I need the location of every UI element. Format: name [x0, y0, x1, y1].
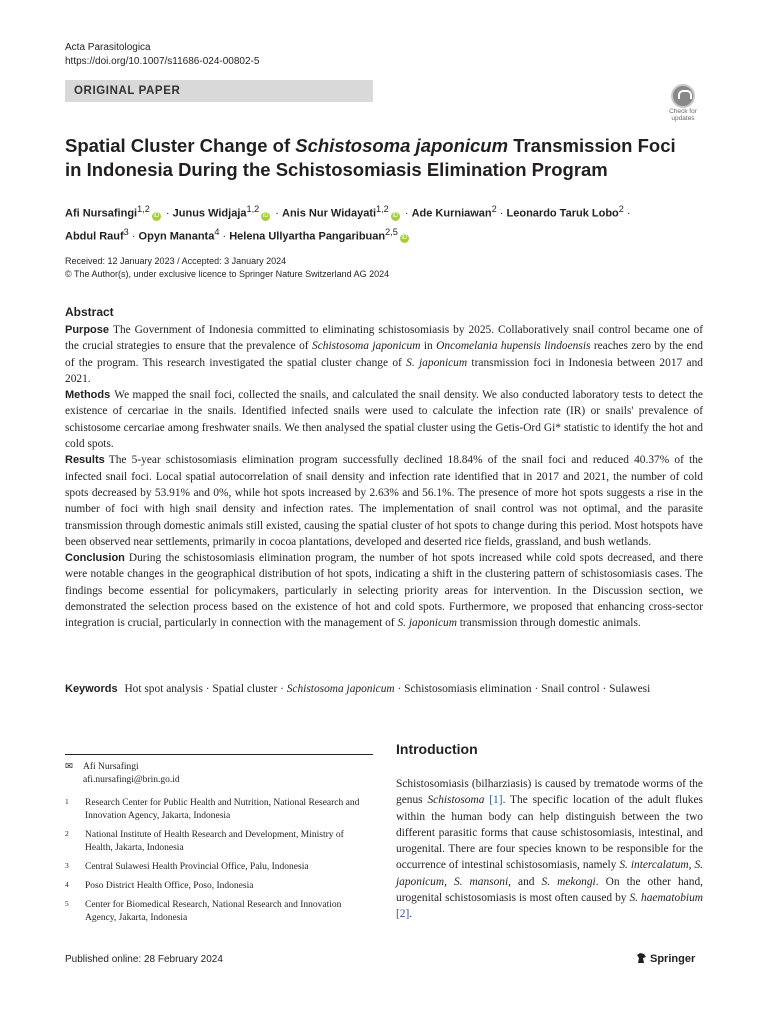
article-dates — [65, 255, 389, 281]
title-part1: Spatial Cluster Change of — [65, 135, 296, 156]
orcid-icon[interactable]: iD — [262, 212, 269, 219]
journal-name: Acta Parasitologica — [65, 42, 151, 53]
affiliations — [65, 797, 365, 931]
abstract-purpose: Purpose The Government of Indonesia committed to eliminating schistosomiasis by 2025. Collaboratively snail control became one of the crucial strategies to ensure that the prevalence of Schistosoma japonicum in Oncomelania hupensis lindoensis reaches zero by the end of the program. This research investigated the spatial cluster change of S. japonicum transmission foci in Indonesia between 2017 and 2021. — [65, 324, 703, 385]
author-affil-sup: 2,5 — [385, 226, 398, 237]
correspondence — [65, 761, 180, 787]
received-accepted: Received: 12 January 2023 / Accepted: 3 January 2024 — [65, 256, 287, 266]
published-online: Published online: 28 February 2024 — [65, 954, 223, 965]
affiliation-item: 1 Research Center for Public Health and Nutrition, National Research and Innovation Agency, Jakarta, Indonesia — [65, 797, 360, 821]
abstract-conclusion: Conclusion During the schistosomiasis elimination program, the number of hot spots increased while cold spots decreased, and there were notable changes in the geographical distribution of hot spots, indicating a shift in the clustering pattern of schistosomiasis cases. The findings become essential for policymakers, particularly in selecting priority areas for intervention. In the Discussion section, we demonstrated the selection process based on the existence of hot and cold spots. Furthermore, we proposed that enhancing cross-sector integration is crucial, particularly in connection with the management of S. japonicum transmission through domestic animals. — [65, 552, 703, 630]
journal-header — [65, 41, 259, 69]
check-updates-line1: Check for — [669, 108, 697, 115]
copyright-line: © The Author(s), under exclusive licence to Springer Nature Switzerland AG 2024 — [65, 269, 390, 279]
abstract-heading: Abstract — [65, 305, 114, 319]
author-affil-sup: 3 — [123, 226, 129, 237]
publisher-name: Springer — [650, 953, 696, 965]
author-name[interactable]: Abdul Rauf — [65, 230, 124, 243]
paper-title — [65, 134, 685, 182]
check-updates-line2: updates — [671, 115, 695, 122]
author-name[interactable]: Ade Kurniawan — [411, 207, 492, 220]
author-affil-sup: 1,2 — [376, 204, 389, 214]
abstract-body — [65, 322, 703, 632]
author-name[interactable]: Opyn Mananta — [138, 230, 215, 243]
affiliation-item: 3 Central Sulawesi Health Provincial Office, Palu, Indonesia — [65, 861, 309, 872]
corresponding-author: Afi Nursafingi — [83, 762, 139, 772]
affiliation-item: 5 Center for Biomedical Research, National Research and Innovation Agency, Jakarta, Indonesia — [65, 899, 342, 923]
title-part2: Transmission Foci in Indonesia During the Schistosomiasis Elimination Program — [65, 135, 676, 180]
author-name[interactable]: Anis Nur Widayati — [282, 207, 377, 220]
publisher-logo — [636, 952, 695, 965]
author-affil-sup: 1,2 — [246, 204, 260, 214]
check-for-updates-badge[interactable] — [663, 84, 703, 124]
introduction-body: Schistosomiasis (bilharziasis) is caused by trematode worms of the genus Schistosoma [1]. The specific location of the adult flukes within the human body can help distinguish between the two different parasitic forms that cause schistosomiasis, intestinal, and urogenital. There are four species known to be responsible for the occurrence of intestinal schistosomiasis, namely S. intercalatum, S. japonicum, S. mansoni, and S. mekongi. On the other hand, urogenital schistosomiasis is most often caused by S. haematobium [2]. — [396, 778, 704, 921]
doi-link[interactable]: https://doi.org/10.1007/s11686-024-00802-5 — [65, 56, 260, 67]
orcid-icon[interactable]: iD — [401, 235, 408, 242]
author-list: Afi Nursafingi$^{1,2}$iD · Junus Widjaja$^{1,2}$iD · Anis Nur Widayati$^{1,2}$iD · Ade Kurniawan$^2$ · Leonardo Taruk Lobo$^2$ · Abdul Rauf$^3$ · Opyn Mananta$^4$ · Helena Ullyartha Pangaribuan$^{2,5}$iD — [65, 204, 631, 243]
results-heading: Results — [65, 454, 105, 467]
springer-horse-icon — [636, 952, 647, 964]
affiliation-item: 4 Poso District Health Office, Poso, Indonesia — [65, 880, 254, 891]
footnote-divider — [65, 754, 373, 755]
author-name[interactable]: Leonardo Taruk Lobo — [506, 207, 619, 220]
author-affil-sup: 4 — [214, 226, 220, 237]
keywords-heading: Keywords — [65, 683, 118, 695]
conclusion-heading: Conclusion — [65, 552, 125, 565]
title-italic: Schistosoma japonicum — [295, 135, 509, 156]
author-affil-sup: 1,2 — [137, 204, 150, 214]
abstract-methods: Methods We mapped the snail foci, collected the snails, and calculated the snail density. We also conducted laboratory tests to detect the existence of cercariae in the snails. Identified infected snails were used to calculate the infection rate (IR) or snails' prevalence of schistosome cercariae among freshwater snails. We then analysed the spatial cluster using the Getis-Ord Gi* statistic to identify the hot and cold spots. — [65, 389, 703, 451]
orcid-icon[interactable]: iD — [392, 212, 399, 219]
corresponding-email[interactable]: afi.nursafingi@brin.go.id — [83, 775, 180, 785]
abstract-results: Results The 5-year schistosomiasis elimination program successfully declined 18.84% of the snail foci and reduced 40.37% of the infected snail foci. Local spatial autocorrelation of snail density and infection rate identified that in 2017 and 2021, the number of cold spots decreased by 53.91% and 0%, while hot spots increased by 2.63% and 56.1%. The presence of more hot spots suggests a rise in the number of foci with high snail density and infection rates. The implementation of snail control was not optimal, and the parasite transmission through domestic animals still existed, causing the spatial cluster of hot spots to change during this period. Most hotspots have been observed near settlements, primarily in cocoa plantations, developed and deserted rice fields, grassland, and bush wetlands. — [65, 454, 703, 548]
author-name[interactable]: Junus Widjaja — [172, 207, 247, 220]
purpose-heading: Purpose — [65, 324, 110, 336]
affiliation-item: 2 National Institute of Health Research and Development, Ministry of Health, Jakarta, Indonesia — [65, 829, 344, 853]
author-affil-sup: 2 — [491, 204, 497, 214]
keywords: Keywords Hot spot analysis · Spatial cluster · Schistosoma japonicum · Schistosomiasis elimination · Snail control · Sulawesi — [65, 683, 651, 695]
citation-link[interactable]: [1] — [489, 794, 503, 807]
introduction-heading: Introduction — [396, 741, 478, 757]
orcid-icon[interactable]: iD — [153, 212, 160, 219]
article-type-banner: ORIGINAL PAPER — [65, 80, 373, 102]
author-name[interactable]: Helena Ullyartha Pangaribuan — [229, 230, 386, 243]
author-name[interactable]: Afi Nursafingi — [65, 207, 138, 220]
envelope-icon: ✉ — [65, 762, 73, 772]
author-affil-sup: 2 — [618, 204, 624, 214]
methods-heading: Methods — [65, 389, 111, 402]
citation-link[interactable]: [2] — [396, 908, 410, 921]
bookmark-icon — [671, 84, 695, 108]
